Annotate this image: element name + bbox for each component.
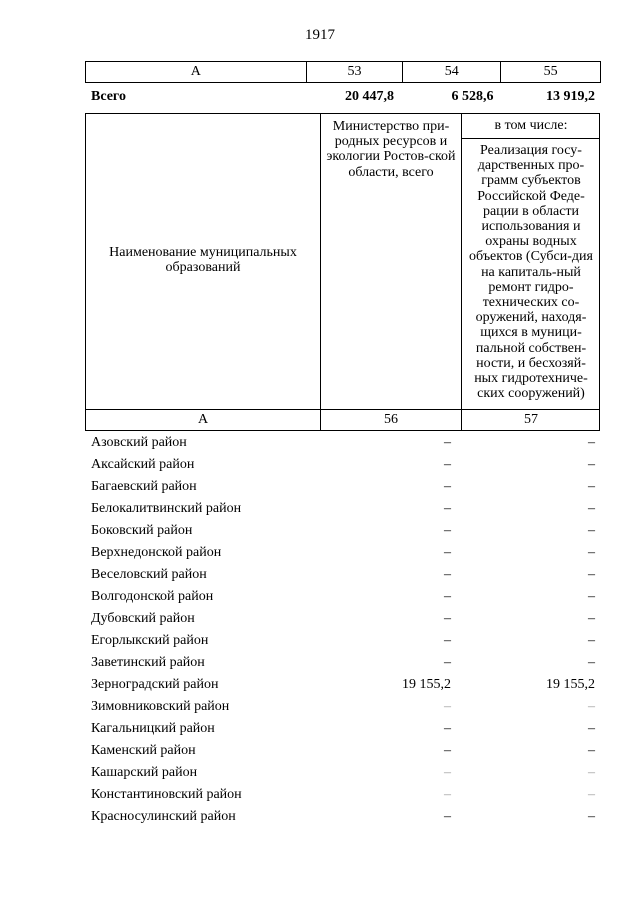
page-number: 1917 xyxy=(305,27,335,43)
value-57: – xyxy=(588,699,595,714)
table-row xyxy=(85,762,601,784)
table-row xyxy=(85,476,601,498)
value-56: – xyxy=(444,787,451,802)
value-57: – xyxy=(588,479,595,494)
value-56: – xyxy=(444,457,451,472)
municipality-name: Кагальницкий район xyxy=(91,721,215,736)
municipality-list xyxy=(85,432,601,828)
table-row xyxy=(85,564,601,586)
value-57: – xyxy=(588,721,595,736)
value-56: – xyxy=(444,765,451,780)
value-57: – xyxy=(588,655,595,670)
value-56: – xyxy=(444,743,451,758)
value-57: – xyxy=(588,589,595,604)
column-number-table xyxy=(85,61,601,83)
municipality-name: Веселовский район xyxy=(91,567,207,582)
municipality-name: Багаевский район xyxy=(91,479,197,494)
value-57: – xyxy=(588,457,595,472)
total-55: 13 919,2 xyxy=(546,89,595,104)
value-57: – xyxy=(588,633,595,648)
value-57: – xyxy=(588,787,595,802)
municipality-name: Зимовниковский район xyxy=(91,699,230,714)
program-column-header: Реализация госу-дарственных про-грамм субъектов Российской Феде-рации в области использования и охраны водных объектов (Субси-дия на капиталь-ный ремонт гидро-технических со-оружений, находя-щихся в муници-пальной собствен-ности, и бесхозяй-ных гидротехниче-ских сооружений) xyxy=(469,143,593,402)
municipality-name: Константиновский район xyxy=(91,787,242,802)
value-56: – xyxy=(444,479,451,494)
table-row xyxy=(85,520,601,542)
value-56: – xyxy=(444,545,451,560)
table-row xyxy=(85,696,601,718)
table-row xyxy=(85,806,601,828)
municipality-name: Белокалитвинский район xyxy=(91,501,242,516)
value-56: 19 155,2 xyxy=(402,677,451,692)
value-56: – xyxy=(444,611,451,626)
value-56: – xyxy=(444,809,451,824)
municipality-name: Волгодонской район xyxy=(91,589,214,604)
header-divider xyxy=(461,114,462,430)
value-57: – xyxy=(588,743,595,758)
value-56: – xyxy=(444,633,451,648)
total-53: 20 447,8 xyxy=(344,89,394,104)
value-56: – xyxy=(444,655,451,670)
municipality-name: Егорлыкский район xyxy=(91,633,209,648)
table-row xyxy=(85,542,601,564)
col-53-label: 53 xyxy=(306,62,403,83)
value-56: – xyxy=(444,699,451,714)
table-row xyxy=(85,432,601,454)
value-57: – xyxy=(588,809,595,824)
table-row xyxy=(85,718,601,740)
total-54: 6 528,6 xyxy=(451,89,494,104)
col-a-number: А xyxy=(197,412,209,427)
municipality-name: Верхнедонской район xyxy=(91,545,222,560)
value-56: – xyxy=(444,523,451,538)
value-57: – xyxy=(588,501,595,516)
table-row xyxy=(85,740,601,762)
col-57-number: 57 xyxy=(524,412,538,427)
header-divider xyxy=(320,114,321,430)
value-57: – xyxy=(588,545,595,560)
table-row xyxy=(85,586,601,608)
col-54-label: 54 xyxy=(403,62,501,83)
municipality-name: Кашарский район xyxy=(91,765,198,780)
table-row xyxy=(85,630,601,652)
municipality-name: Дубовский район xyxy=(91,611,195,626)
totals-label: Всего xyxy=(91,89,126,104)
ministry-column-header: Министерство при-родных ресурсов и экологии Ростов-ской области, всего xyxy=(326,119,456,180)
table-row xyxy=(85,454,601,476)
municipality-name: Красносулинский район xyxy=(91,809,236,824)
table-row xyxy=(85,674,601,696)
header-divider xyxy=(86,409,599,410)
value-56: – xyxy=(444,501,451,516)
totals-row xyxy=(85,87,601,107)
col-a-label: А xyxy=(86,62,307,83)
municipality-column-header: Наименование муниципальных образований xyxy=(109,245,297,276)
value-57: – xyxy=(588,435,595,450)
table-header xyxy=(85,113,600,431)
value-57: – xyxy=(588,567,595,582)
value-56: – xyxy=(444,589,451,604)
municipality-name: Заветинский район xyxy=(91,655,205,670)
value-57: – xyxy=(588,765,595,780)
table-row xyxy=(85,652,601,674)
col-55-label: 55 xyxy=(501,62,601,83)
value-56: – xyxy=(444,435,451,450)
including-label: в том числе: xyxy=(494,118,568,133)
municipality-name: Аксайский район xyxy=(91,457,195,472)
value-56: – xyxy=(444,567,451,582)
municipality-name: Зерноградский район xyxy=(91,677,219,692)
value-56: – xyxy=(444,721,451,736)
header-divider xyxy=(461,138,599,139)
table-row xyxy=(85,498,601,520)
municipality-name: Каменский район xyxy=(91,743,196,758)
value-57: – xyxy=(588,611,595,626)
value-57: 19 155,2 xyxy=(546,677,595,692)
table-row xyxy=(85,608,601,630)
col-56-number: 56 xyxy=(384,412,398,427)
value-57: – xyxy=(588,523,595,538)
municipality-name: Азовский район xyxy=(91,435,187,450)
table-row xyxy=(85,784,601,806)
municipality-name: Боковский район xyxy=(91,523,193,538)
